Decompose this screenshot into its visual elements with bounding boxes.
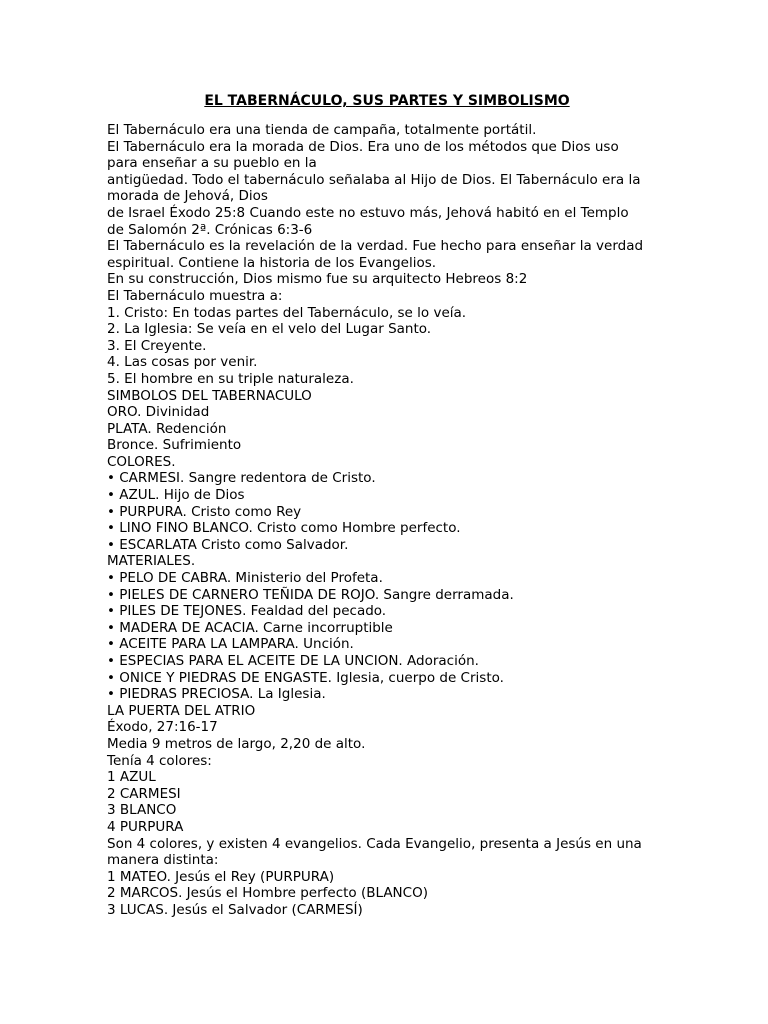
text-line: de Israel Éxodo 25:8 Cuando este no estuvo más, Jehová habitó en el Templo [107,204,629,221]
text-line: antigüedad. Todo el tabernáculo señalaba al Hijo de Dios. El Tabernáculo era la [107,171,641,188]
text-line: Son 4 colores, y existen 4 evangelios. Cada Evangelio, presenta a Jesús en una [107,835,642,852]
text-line: 2 CARMESI [107,785,181,802]
text-line: • PIELES DE CARNERO TEÑIDA DE ROJO. Sangre derramada. [107,586,514,603]
text-line: espiritual. Contiene la historia de los Evangelios. [107,254,437,271]
text-line: • ACEITE PARA LA LAMPARA. Unción. [107,636,354,653]
text-line: 5. El hombre en su triple naturaleza. [107,370,354,387]
text-line: 1. Cristo: En todas partes del Tabernáculo, se lo veía. [107,304,467,321]
text-line: Tenía 4 colores: [107,752,212,769]
text-line: 3 BLANCO [107,802,177,819]
text-line: • CARMESI. Sangre redentora de Cristo. [107,470,376,487]
text-line: • MADERA DE ACACIA. Carne incorruptible [107,619,393,636]
document-body [107,122,667,919]
text-line: El Tabernáculo era la morada de Dios. Era uno de los métodos que Dios uso [107,138,619,155]
text-line: • ONICE Y PIEDRAS DE ENGASTE. Iglesia, cuerpo de Cristo. [107,669,504,686]
text-line: COLORES. [107,453,176,470]
text-line: • PIEDRAS PRECIOSA. La Iglesia. [107,686,326,703]
text-line: 3 LUCAS. Jesús el Salvador (CARMESÍ) [107,901,363,918]
text-line: 4 PURPURA [107,818,184,835]
text-line: para enseñar a su pueblo en la [107,155,317,172]
text-line: MATERIALES. [107,553,196,570]
text-line: • AZUL. Hijo de Dios [107,487,245,504]
text-line: Éxodo, 27:16-17 [107,719,218,736]
text-line: • PELO DE CABRA. Ministerio del Profeta. [107,570,383,587]
text-line: ORO. Divinidad [107,404,210,421]
text-line: SIMBOLOS DEL TABERNACULO [107,387,312,404]
text-line: 4. Las cosas por venir. [107,354,258,371]
document-page [107,92,667,919]
text-line: PLATA. Redención [107,420,227,437]
text-line: El Tabernáculo era una tienda de campaña, totalmente portátil. [107,122,537,138]
text-line: • PILES DE TEJONES. Fealdad del pecado. [107,603,387,620]
text-line: • PURPURA. Cristo como Rey [107,503,302,520]
text-line: 2 MARCOS. Jesús el Hombre perfecto (BLANCO) [107,885,428,902]
text-line: El Tabernáculo es la revelación de la verdad. Fue hecho para enseñar la verdad [107,238,644,255]
text-line: Bronce. Sufrimiento [107,437,242,454]
text-line: manera distinta: [107,852,219,869]
text-line: En su construcción, Dios mismo fue su arquitecto Hebreos 8:2 [107,271,528,288]
text-line: • LINO FINO BLANCO. Cristo como Hombre perfecto. [107,520,461,537]
text-line: 3. El Creyente. [107,337,207,354]
text-line: • ESPECIAS PARA EL ACEITE DE LA UNCION. Adoración. [107,653,479,669]
text-line: • ESCARLATA Cristo como Salvador. [107,536,349,553]
text-line: 1 MATEO. Jesús el Rey (PURPURA) [107,868,335,885]
text-line: LA PUERTA DEL ATRIO [107,702,256,719]
text-line: morada de Jehová, Dios [107,188,268,205]
text-line: 2. La Iglesia: Se veía en el velo del Lugar Santo. [107,321,432,338]
text-line: Media 9 metros de largo, 2,20 de alto. [107,735,366,752]
document-title: EL TABERNÁCULO, SUS PARTES Y SIMBOLISMO [204,93,570,109]
text-line: El Tabernáculo muestra a: [107,287,283,304]
text-line: de Salomón 2ª. Crónicas 6:3-6 [107,221,313,238]
text-line: 1 AZUL [107,769,156,786]
